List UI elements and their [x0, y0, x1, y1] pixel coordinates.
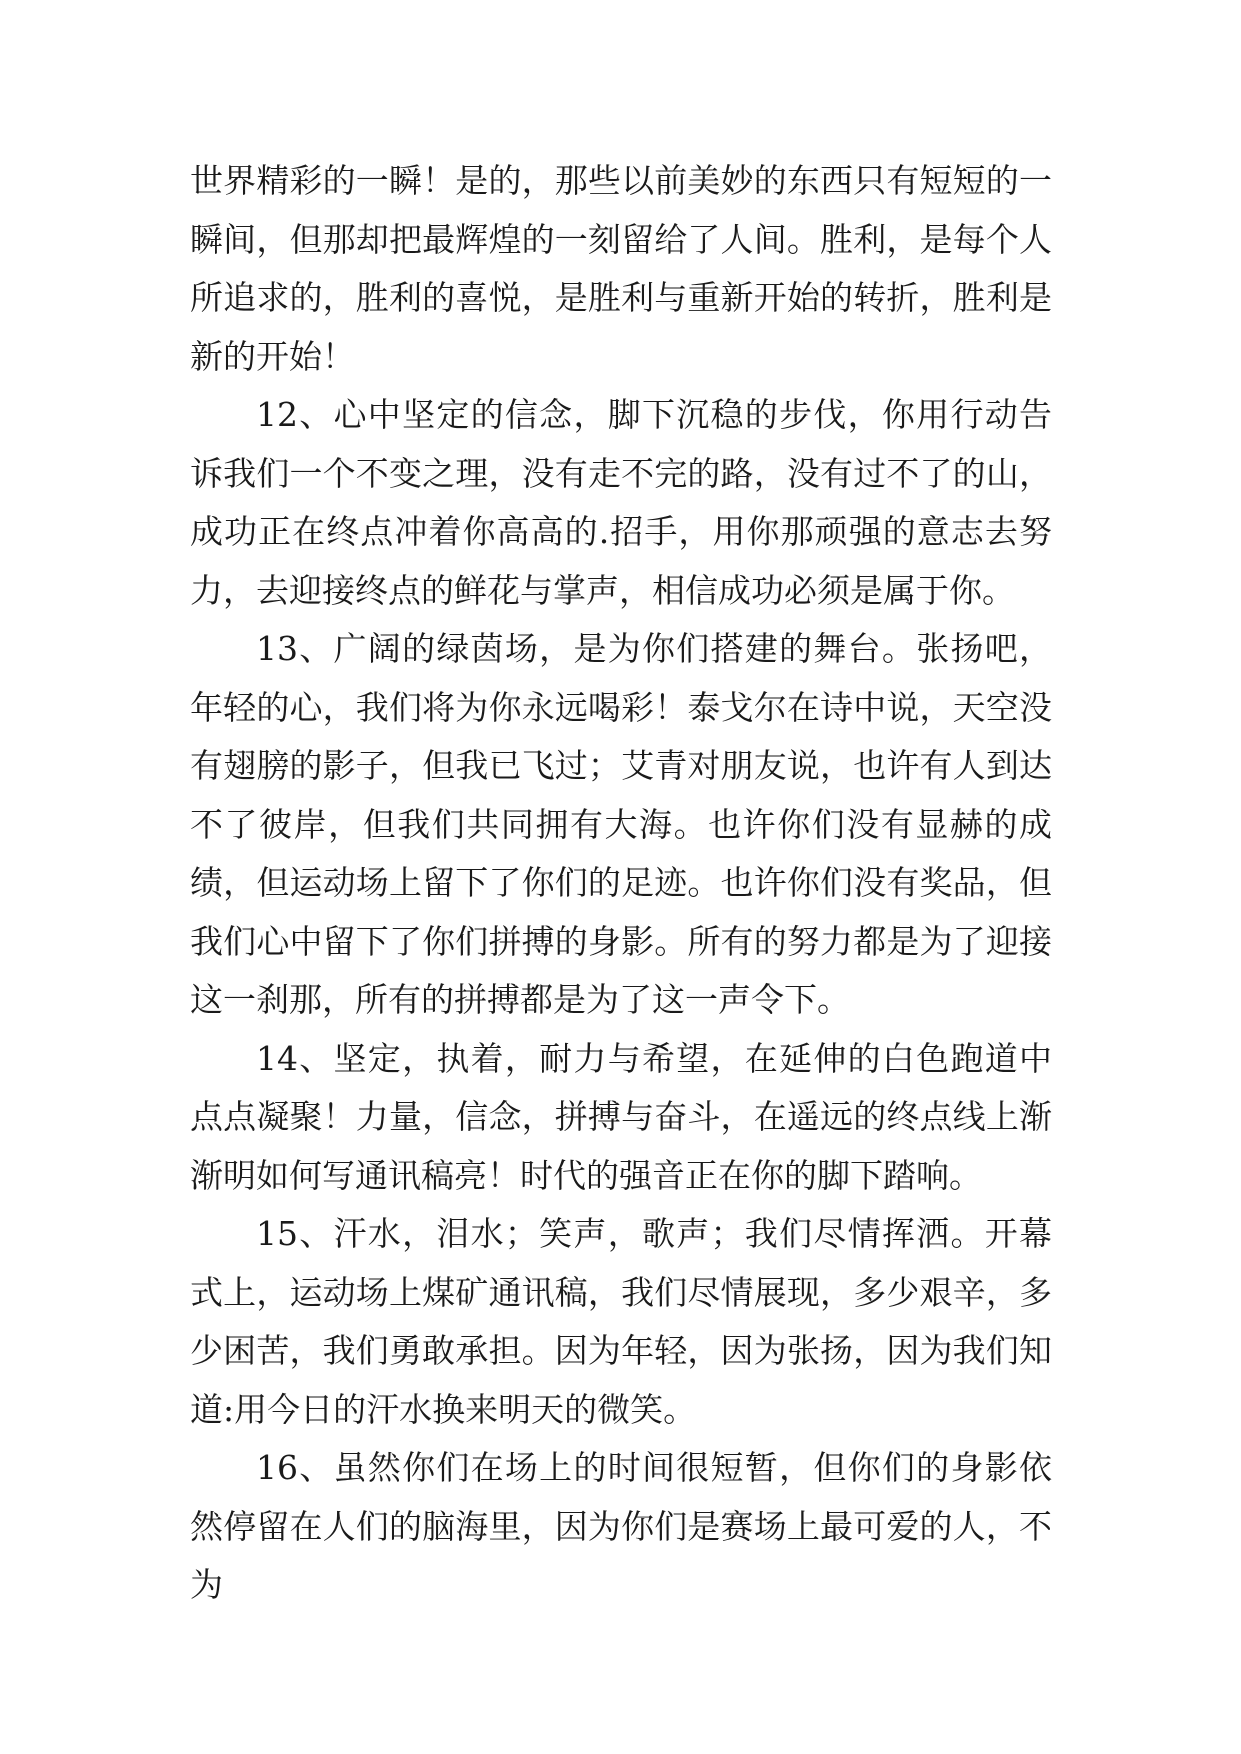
paragraph-14: 14、坚定，执着，耐力与希望，在延伸的白色跑道中点点凝聚！力量，信念，拼搏与奋斗，在遥远的终点线上渐渐明如何写通讯稿亮！时代的强音正在你的脚下踏响。 [190, 1038, 1052, 1195]
body-text [190, 152, 1052, 1615]
paragraph-continuation: 世界精彩的一瞬！是的，那些以前美妙的东西只有短短的一瞬间，但那却把最辉煌的一刻留给了人间。胜利，是每个人所追求的，胜利的喜悦，是胜利与重新开始的转折，胜利是新的开始！ [190, 161, 1052, 376]
paragraph-13: 13、广阔的绿茵场，是为你们搭建的舞台。张扬吧，年轻的心，我们将为你永远喝彩！泰戈尔在诗中说，天空没有翅膀的影子，但我已飞过；艾青对朋友说，也许有人到达不了彼岸，但我们共同拥有大海。也许你们没有显赫的成绩，但运动场上留下了你们的足迹。也许你们没有奖品，但我们心中留下了你们拼搏的身影。所有的努力都是为了迎接这一刹那，所有的拼搏都是为了这一声令下。 [190, 629, 1052, 1019]
paragraph-15: 15、汗水，泪水；笑声，歌声；我们尽情挥洒。开幕式上，运动场上煤矿通讯稿，我们尽情展现，多少艰辛，多少困苦，我们勇敢承担。因为年轻，因为张扬，因为我们知道:用今日的汗水换来明天的微笑。 [190, 1214, 1052, 1429]
paragraph-16: 16、虽然你们在场上的时间很短暂，但你们的身影依然停留在人们的脑海里，因为你们是赛场上最可爱的人，不为 [190, 1448, 1052, 1604]
paragraph-12: 12、心中坚定的信念，脚下沉稳的步伐，你用行动告诉我们一个不变之理，没有走不完的路，没有过不了的山，成功正在终点冲着你高高的.招手，用你那顽强的意志去努力，去迎接终点的鲜花与掌声，相信成功必须是属于你。 [190, 395, 1052, 610]
